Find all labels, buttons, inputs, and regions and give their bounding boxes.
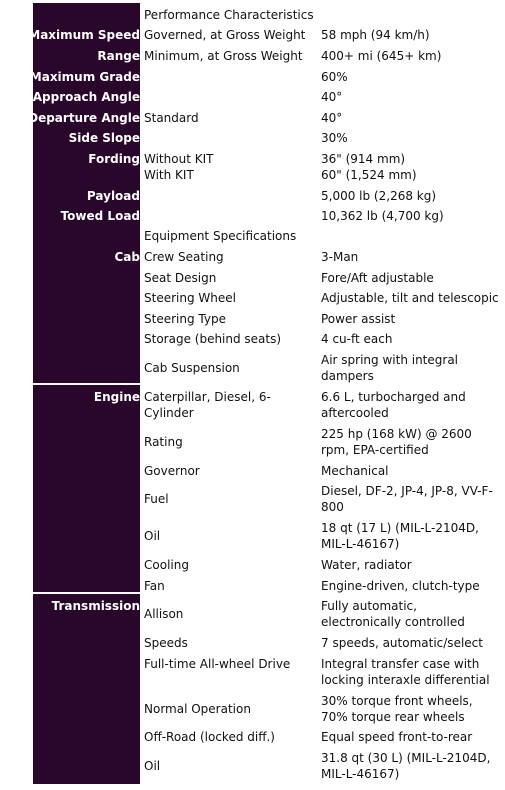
cab-label: Cab	[114, 250, 140, 264]
approach-angle-label: Approach Angle	[32, 90, 140, 104]
transmission-label: Transmission	[51, 599, 140, 613]
fording-value-without-kit: 36" (914 mm)	[321, 152, 406, 166]
engine-governor-value: Mechanical	[321, 464, 389, 478]
fording-value-with-kit: 60" (1,524 mm)	[321, 168, 417, 182]
engine-fan-value: Engine-driven, clutch-type	[321, 579, 480, 593]
side-slope-label: Side Slope	[68, 131, 140, 145]
engine-divider	[33, 383, 140, 385]
cab-steering-wheel-value: Adjustable, tilt and telescopic	[321, 291, 499, 305]
equipment-section-title: Equipment Specifications	[144, 229, 297, 243]
cab-steering-wheel-desc: Steering Wheel	[144, 291, 236, 305]
transmission-off-road-desc: Off-Road (locked diff.)	[144, 730, 275, 744]
engine-cooling-value: Water, radiator	[321, 558, 412, 572]
engine-rating-desc: Rating	[144, 435, 183, 449]
engine-oil-value: 18 qt (17 L) (MIL-L-2104D, MIL-L-46167)	[321, 521, 479, 551]
transmission-allison-desc: Allison	[144, 607, 184, 621]
cab-seat-design-desc: Seat Design	[144, 271, 217, 285]
fording-desc-with-kit: With KIT	[144, 168, 194, 182]
departure-angle-desc: Standard	[144, 111, 199, 125]
transmission-speeds-desc: Speeds	[144, 636, 188, 650]
engine-rating-value: 225 hp (168 kW) @ 2600 rpm, EPA-certified	[321, 427, 472, 457]
engine-label: Engine	[93, 390, 140, 404]
range-label: Range	[97, 49, 140, 63]
payload-value: 5,000 lb (2,268 kg)	[321, 189, 437, 203]
departure-angle-label: Departure Angle	[28, 111, 140, 125]
engine-fan-desc: Fan	[144, 579, 165, 593]
range-value: 400+ mi (645+ km)	[321, 49, 442, 63]
engine-governor-desc: Governor	[144, 464, 200, 478]
payload-label: Payload	[86, 189, 140, 203]
max-grade-label: Maximum Grade	[29, 70, 140, 84]
transmission-allison-value: Fully automatic, electronically controlled	[321, 599, 465, 629]
engine-type-desc: Caterpillar, Diesel, 6-Cylinder	[144, 390, 271, 420]
cab-storage-value: 4 cu-ft each	[321, 332, 393, 346]
cab-suspension-desc: Cab Suspension	[144, 361, 240, 375]
fording-label: Fording	[88, 152, 140, 166]
max-speed-label: Maximum Speed	[28, 28, 140, 42]
transmission-off-road-value: Equal speed front-to-rear	[321, 730, 473, 744]
cab-seat-design-value: Fore/Aft adjustable	[321, 271, 434, 285]
transmission-awd-value: Integral transfer case with locking interaxle differential	[321, 657, 490, 687]
cab-suspension-value: Air spring with integral dampers	[321, 353, 459, 383]
transmission-awd-desc: Full-time All-wheel Drive	[144, 657, 291, 671]
engine-cooling-desc: Cooling	[144, 558, 189, 572]
departure-angle-value: 40°	[321, 111, 343, 125]
cab-steering-type-value: Power assist	[321, 312, 396, 326]
range-desc: Minimum, at Gross Weight	[144, 49, 303, 63]
engine-fuel-desc: Fuel	[144, 492, 169, 506]
transmission-divider	[33, 592, 140, 594]
cab-storage-desc: Storage (behind seats)	[144, 332, 282, 346]
side-slope-value: 30%	[321, 131, 348, 145]
engine-type-value: 6.6 L, turbocharged and aftercooled	[321, 390, 466, 420]
fording-desc-without-kit: Without KIT	[144, 152, 214, 166]
transmission-normal-operation-value: 30% torque front wheels, 70% torque rear wheels	[321, 694, 473, 724]
transmission-normal-operation-desc: Normal Operation	[144, 702, 251, 716]
cab-crew-seating-value: 3-Man	[321, 250, 359, 264]
towed-load-value: 10,362 lb (4,700 kg)	[321, 209, 444, 223]
cab-steering-type-desc: Steering Type	[144, 312, 226, 326]
cab-crew-seating-desc: Crew Seating	[144, 250, 224, 264]
approach-angle-value: 40°	[321, 90, 343, 104]
max-speed-value: 58 mph (94 km/h)	[321, 28, 430, 42]
transmission-oil-value: 31.8 qt (30 L) (MIL-L-2104D, MIL-L-46167)	[321, 751, 491, 781]
max-grade-value: 60%	[321, 70, 348, 84]
engine-fuel-value: Diesel, DF-2, JP-4, JP-8, VV-F-800	[321, 484, 493, 514]
transmission-oil-desc: Oil	[144, 759, 161, 773]
engine-oil-desc: Oil	[144, 529, 161, 543]
max-speed-desc: Governed, at Gross Weight	[144, 28, 306, 42]
transmission-speeds-value: 7 speeds, automatic/select	[321, 636, 483, 650]
performance-section-title: Performance Characteristics	[144, 8, 314, 22]
towed-load-label: Towed Load	[60, 209, 140, 223]
